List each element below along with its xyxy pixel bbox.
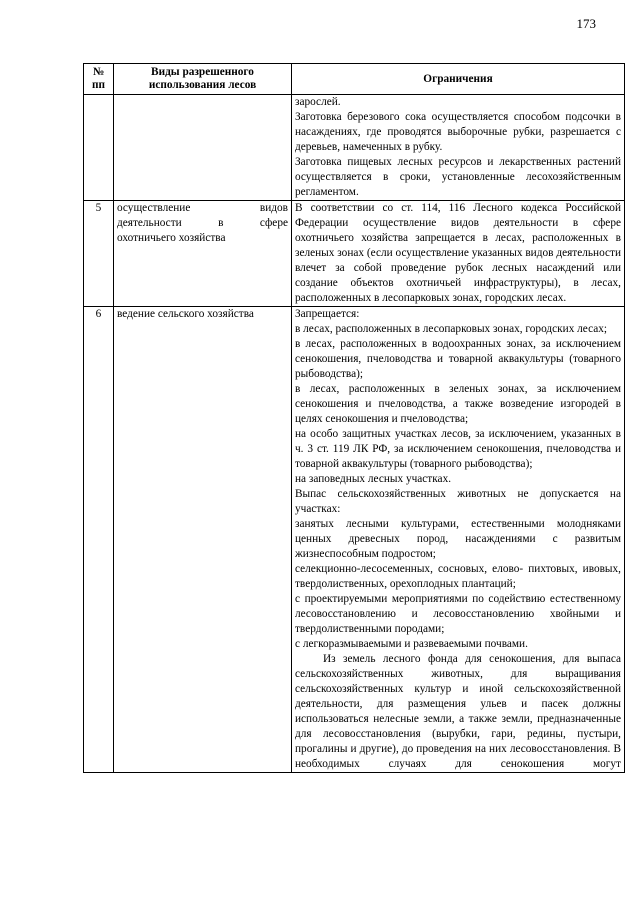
row6-item: на заповедных лесных участках. — [295, 473, 452, 485]
row6-item: селекционно-лесосеменных, сосновых, елово- пихтовых, ивовых, твердолиственных, орехоплодных плантаций; — [295, 563, 621, 590]
table-header-row — [84, 64, 625, 95]
row6-item: на особо защитных участках лесов, за исключением, указанных в ч. 3 ст. 119 ЛК РФ, за исключением сенокошения, пчеловодства и товарной аквакультуры (товарного рыбоводства); — [295, 428, 621, 470]
row5-restriction-text: В соответствии со ст. 114, 116 Лесного кодекса Российской Федерации осуществление видов деятельности в сфере охотничьего хозяйства запрещается в лесах, расположенных в зеленых зонах (если осуществление указанных видов деятельности влечет за собой проведение рубок лесных насаждений или создание объектов охотничьей инфраструктуры), в лесах, расположенных в лесопарковых зонах, городских лесах. — [295, 202, 621, 304]
cell-continuation-restrictions — [292, 95, 625, 201]
row6-item: Запрещается: — [295, 308, 360, 320]
row5-restrictions — [292, 201, 625, 307]
row6-restrictions — [292, 307, 625, 773]
row5-kind-line: осуществление видов — [117, 202, 288, 214]
row6-final-paragraph: Из земель лесного фонда для сенокошения, для выпаса сельскохозяйственных животных, для выращивания сельскохозяйственных культур и иной сельскохозяйственной деятельности, для размещения ульев и пасек должны использоваться нелесные земли, а также земли, предназначенные для лесовосстановления (вырубки, гари, редины, пустыри, прогалины и другие), до проведения на них лесовосстановления. В необходимых случаях для сенокошения могут — [295, 653, 621, 770]
row6-item: в лесах, расположенных в водоохранных зонах, за исключением сенокошения, пчеловодства и товарной аквакультуры (товарного рыбоводства); — [295, 338, 621, 380]
row6-num: 6 — [84, 307, 114, 773]
row6-item: с легкоразмываемыми и развеваемыми почвами. — [295, 638, 528, 650]
row5-kind-line: охотничьего хозяйства — [117, 232, 226, 244]
row6-item: занятых лесными культурами, естественными молодняками ценных древесных пород, насаждениями с развитым жизнеспособным подростом; — [295, 518, 621, 560]
cell-num-empty — [84, 95, 114, 201]
row6-item: с проектируемыми мероприятиями по содействию естественному лесовосстановлению и лесовосстановлению хвойными и твердолиственными породами; — [295, 593, 621, 635]
row5-kind-line: деятельности в сфере — [117, 217, 288, 229]
table-row-6 — [84, 307, 625, 773]
row6-item: Выпас сельскохозяйственных животных не допускается на участках: — [295, 488, 621, 515]
table-row-continuation — [84, 95, 625, 201]
continuation-line: Заготовка березового сока осуществляется способом подсочки в насаждениях, где проводятся выборочные рубки, разрешается с деревьев, намеченных в рубку. — [295, 111, 621, 153]
row6-kind: ведение сельского хозяйства — [114, 307, 292, 773]
header-num: № пп — [84, 64, 114, 95]
cell-kind-empty — [114, 95, 292, 201]
row5-kind — [114, 201, 292, 307]
continuation-line: зарослей. — [295, 96, 341, 108]
page-number: 173 — [576, 16, 596, 31]
forest-use-table — [83, 63, 625, 773]
row6-item: в лесах, расположенных в зеленых зонах, за исключением сенокошения и пчеловодства, а также возведение изгородей в целях сенокошения и пчеловодства; — [295, 383, 621, 425]
row6-item: в лесах, расположенных в лесопарковых зонах, городских лесах; — [295, 323, 608, 335]
continuation-line: Заготовка пищевых лесных ресурсов и лекарственных растений осуществляется в сроки, установленные лесохозяйственным регламентом. — [295, 156, 621, 198]
table-row-5 — [84, 201, 625, 307]
row5-num: 5 — [84, 201, 114, 307]
header-restrictions: Ограничения — [292, 64, 625, 95]
header-kind: Виды разрешенного использования лесов — [114, 64, 292, 95]
